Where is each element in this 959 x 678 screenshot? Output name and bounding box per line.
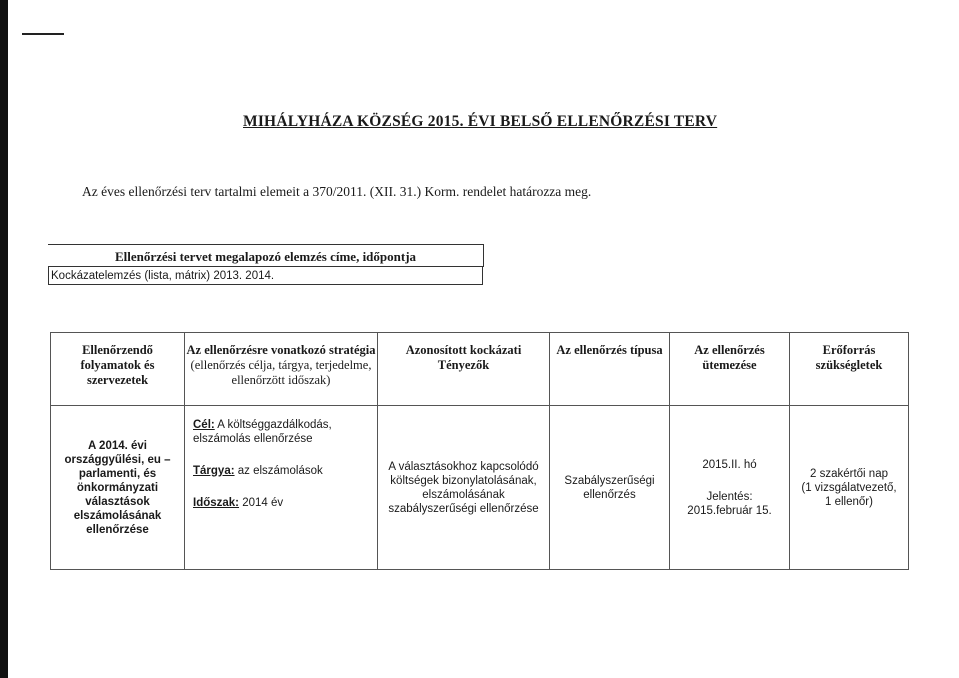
process-line: ellenőrzése [86,523,149,536]
risk-line: szabályszerűségi ellenőrzése [388,502,539,515]
intro-text: Az éves ellenőrzési terv tartalmi elemeit a 370/2011. (XII. 31.) Korm. rendelet határozza meg. [82,184,592,199]
cell-risks [378,406,550,570]
header-type: Az ellenőrzés típusa [550,333,670,406]
process-line: önkormányzati [76,481,159,494]
process-line: parlamenti, és [78,467,157,480]
process-line: A 2014. évi [87,439,148,452]
risk-line: A választásokhoz kapcsolódó [388,460,539,473]
header-schedule-line: ütemezése [702,358,757,372]
risk-line: elszámolásának [422,488,505,501]
subject-value: az elszámolások [237,465,323,477]
cell-processes [51,406,185,570]
strategy-subject [193,464,377,478]
resource-line: (1 vizsgálatvezető, [801,481,897,494]
header-processes-line: folyamatok és [80,358,155,372]
cell-strategy [185,406,378,570]
subject-label: Tárgya: [193,465,235,477]
header-schedule [670,333,790,406]
goal-value: A költséggazdálkodás, elszámolás ellenőrzése [193,419,332,445]
resource-line: 1 ellenőr) [825,495,873,508]
cell-resources [790,406,909,570]
document-title: MIHÁLYHÁZA KÖZSÉG 2015. ÉVI BELSŐ ELLENŐRZÉSI TERV [243,113,718,130]
table-row [51,406,909,570]
header-risks-line: Azonosított kockázati [405,343,522,357]
scan-left-edge [0,0,8,678]
schedule-report-date: 2015.február 15. [687,504,772,517]
header-processes-line: Ellenőrzendő [82,343,153,357]
header-risks [378,333,550,406]
analysis-basis-title: Ellenőrzési tervet megalapozó elemzés címe, időpontja [48,244,484,267]
analysis-basis-box [48,244,483,286]
strategy-goal [193,418,377,446]
resource-line: 2 szakértői nap [810,467,888,480]
process-line: országgyűlési, eu – [64,453,171,466]
header-resources-line: Erőforrás [822,343,876,357]
goal-label: Cél: [193,419,215,431]
header-processes-line: szervezetek [86,373,149,387]
header-strategy-rest: (ellenőrzés célja, tárgya, terjedelme, ellenőrzött időszak) [190,358,372,387]
schedule-report-label: Jelentés: [706,490,753,503]
schedule-main: 2015.II. hó [702,458,757,471]
process-line: elszámolásának [73,509,162,522]
audit-plan-table [50,332,909,570]
period-label: Időszak: [193,497,240,509]
cell-type [550,406,670,570]
risk-line: költségek bizonylatolásának, [390,474,537,487]
table-header-row [51,333,909,406]
header-processes [51,333,185,406]
type-line: Szabályszerűségi [564,474,655,487]
header-risks-line: Tényezők [437,358,490,372]
strategy-period [193,496,377,510]
scan-mark [22,33,64,35]
header-resources-line: szükségletek [815,358,883,372]
header-strategy-bold: Az ellenőrzésre vonatkozó stratégia [186,343,376,357]
type-line: ellenőrzés [583,488,636,501]
period-value: 2014 év [242,497,284,509]
analysis-basis-value: Kockázatelemzés (lista, mátrix) 2013. 2014. [48,266,483,285]
cell-schedule [670,406,790,570]
header-schedule-line: Az ellenőrzés [694,343,765,357]
process-line: választások [85,495,150,508]
header-resources [790,333,909,406]
header-strategy [185,333,378,406]
